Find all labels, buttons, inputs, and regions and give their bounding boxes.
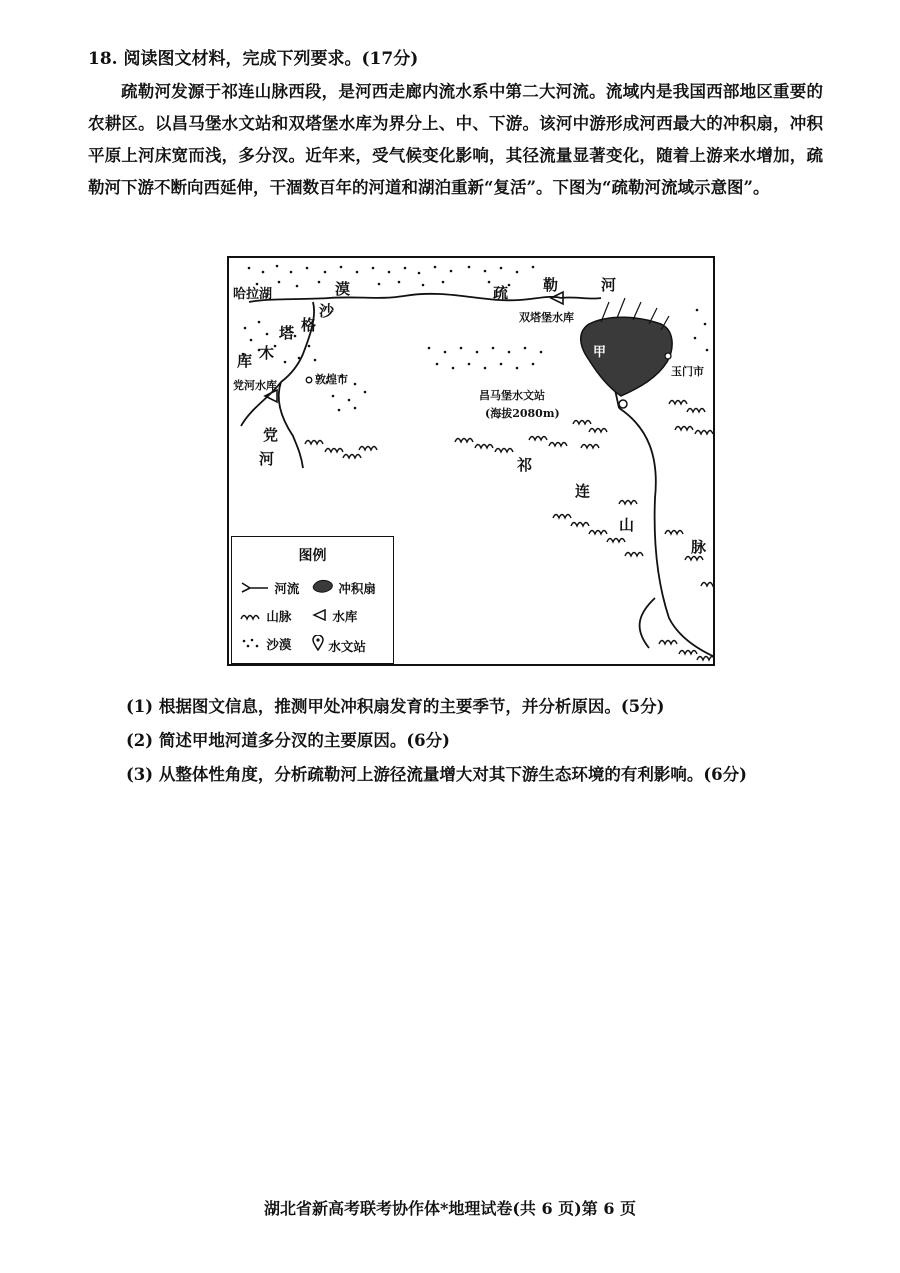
label-ge: 格 xyxy=(301,316,317,334)
label-dang-2: 河 xyxy=(259,450,275,468)
page-footer: 湖北省新高考联考协作体*地理试卷(共 6 页)第 6 页 xyxy=(263,1199,637,1218)
label-altitude: (海拔2080m) xyxy=(485,407,560,420)
legend-title: 图例 xyxy=(298,548,327,564)
label-dunhuang: 敦煌市 xyxy=(315,373,348,386)
yumen-city-icon xyxy=(665,353,671,359)
label-mo: 漠 xyxy=(335,280,351,298)
river-legend-icon xyxy=(240,581,270,593)
dunhuang-city-icon xyxy=(306,377,312,383)
label-shule-2: 勒 xyxy=(543,276,559,294)
label-halahu: 哈拉湖 xyxy=(233,287,273,302)
label-ta: 塔 xyxy=(279,324,295,342)
legend-fan: 冲积扇 xyxy=(312,579,376,597)
station-legend-icon xyxy=(312,635,324,651)
legend-desert: 沙漠 xyxy=(240,635,291,653)
fan-legend-icon xyxy=(312,579,334,593)
question-title: 18. 阅读图文材料，完成下列要求。(17分) xyxy=(88,49,419,69)
label-shule-3: 河 xyxy=(601,276,617,294)
label-shuangta: 双塔堡水库 xyxy=(519,311,574,324)
reservoir-legend-icon xyxy=(312,609,328,621)
legend-station: 水文站 xyxy=(312,635,366,655)
label-lian: 连 xyxy=(575,482,591,500)
mountain-legend-icon xyxy=(240,609,262,621)
subquestion-1: (1) 根据图文信息，推测甲处冲积扇发育的主要季节，并分析原因。(5分) xyxy=(126,697,665,716)
label-qi: 祁 xyxy=(517,456,533,474)
legend-mountain: 山脉 xyxy=(240,607,291,625)
label-shan: 山 xyxy=(619,516,635,534)
legend-reservoir: 水库 xyxy=(312,607,357,625)
label-dang-reservoir: 党河水库 xyxy=(233,379,277,392)
label-shule-1: 疏 xyxy=(493,284,509,302)
legend-river: 河流 xyxy=(240,579,299,597)
label-mu: 木 xyxy=(259,344,275,362)
subquestions xyxy=(126,690,747,792)
subquestion-2: (2) 简述甲地河道多分汊的主要原因。(6分) xyxy=(126,731,450,750)
label-jia: 甲 xyxy=(593,345,607,360)
label-yumen: 玉门市 xyxy=(671,365,704,378)
label-sha: 沙 xyxy=(319,302,335,320)
shule-river-map xyxy=(227,256,715,666)
label-mai: 脉 xyxy=(691,538,707,556)
label-dang-1: 党 xyxy=(263,426,279,444)
changma-station-icon xyxy=(619,400,627,408)
desert-legend-icon xyxy=(240,637,262,649)
label-changma: 昌马堡水文站 xyxy=(479,389,545,402)
subquestion-3: (3) 从整体性角度，分析疏勒河上游径流量增大对其下游生态环境的有利影响。(6分) xyxy=(126,765,747,784)
question-passage: 疏勒河发源于祁连山脉西段，是河西走廊内流水系中第二大河流。流域内是我国西部地区重要的农耕区。以昌马堡水文站和双塔堡水库为界分上、中、下游。该河中游形成河西最大的冲积扇，冲积平原上河床宽而浅，多分汊。近年来，受气候变化影响，其径流量显著变化，随着上游来水增加，疏勒河下游不断向西延伸，干涸数百年的河道和湖泊重新“复活”。下图为“疏勒河流域示意图”。 xyxy=(88,82,823,197)
map-legend xyxy=(231,536,394,664)
label-ku: 库 xyxy=(237,352,253,370)
